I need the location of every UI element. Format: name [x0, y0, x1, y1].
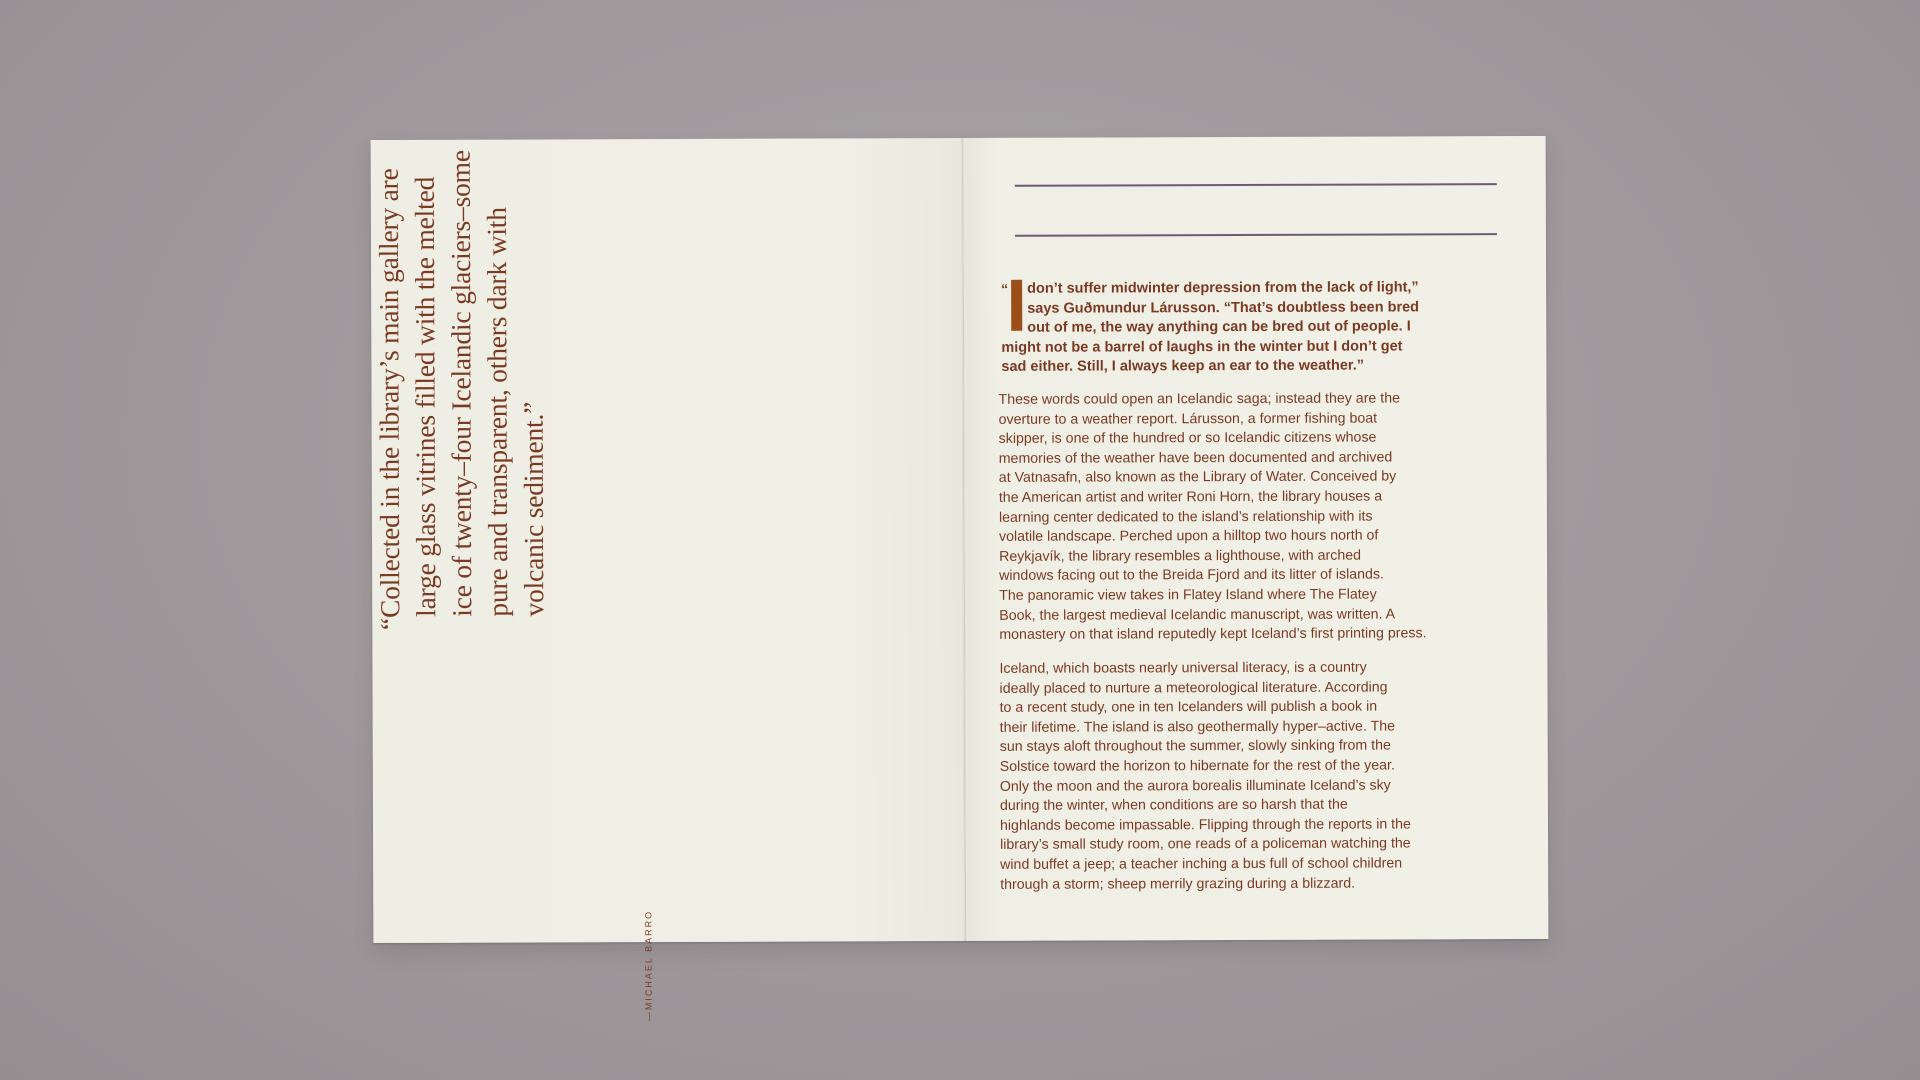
body-paragraph-1	[998, 389, 1499, 645]
text-line: Iceland, which boasts nearly universal literacy, is a country	[999, 659, 1367, 677]
quote-attribution: —MICHAEL BARRO	[643, 909, 654, 1022]
top-rule	[1015, 183, 1497, 187]
text-line: Reykjavík, the library resembles a lighthouse, with arched	[999, 547, 1362, 565]
text-line: skipper, is one of the hundred or so Icelandic citizens whose	[998, 429, 1377, 448]
text-line: library’s small study room, one reads of a policeman watching the	[1000, 835, 1411, 854]
text-line: overture to a weather report. Lárusson, a former fishing boat	[998, 410, 1378, 428]
lead-line: out of me, the way anything can be bred out of people. I	[1027, 318, 1411, 336]
text-line: windows facing out to the Breida Fjord and its litter of islands.	[999, 566, 1384, 585]
open-quote-mark: “	[1001, 280, 1009, 297]
right-page	[963, 136, 1549, 941]
lead-line: says Guðmundur Lárusson. “That’s doubtless been bred	[1027, 298, 1420, 317]
text-line: monastery on that island reputedly kept Iceland’s first printing press.	[999, 625, 1427, 643]
left-page	[371, 138, 966, 1022]
text-line: during the winter, when conditions are so harsh that the	[999, 796, 1348, 815]
text-line: memories of the weather have been documented and archived	[998, 449, 1393, 467]
lead-line: don’t suffer midwinter depression from the lack of light,”	[1027, 279, 1419, 297]
drop-cap-bar	[1011, 280, 1022, 331]
text-line: to a recent study, one in ten Icelanders will publish a book in	[999, 698, 1378, 717]
text-line: Only the moon and the aurora borealis illuminate Iceland’s sky	[999, 777, 1391, 795]
text-line: Book, the largest medieval Icelandic manuscript, was written. A	[999, 606, 1396, 624]
lead-quote	[1001, 278, 1501, 378]
text-line: volatile landscape. Perched upon a hilltop two hours north of	[998, 527, 1379, 546]
text-line: sun stays aloft throughout the summer, slowly sinking from the	[999, 737, 1391, 756]
text-line: The panoramic view takes in Flatey Island where The Flatey	[999, 586, 1377, 604]
text-line: their lifetime. The island is also geothermally hyper–active. The	[999, 718, 1396, 736]
lead-line: sad either. Still, I always keep an ear to the weather.”	[1001, 357, 1365, 376]
pull-quote: “Collected in the library’s main gallery are large glass vitrines filled with the melted ice of twenty–four Icelandic glaciers–some pure and transparent, others dark with volcanic sediment.”	[372, 150, 550, 631]
second-rule	[1015, 233, 1497, 237]
text-line: Solstice toward the horizon to hibernate for the rest of the year.	[999, 757, 1395, 775]
text-line: through a storm; sheep merrily grazing during a blizzard.	[1000, 875, 1356, 893]
text-line: These words could open an Icelandic saga; instead they are the	[998, 390, 1400, 408]
text-line: learning center dedicated to the island’s relationship with its	[998, 508, 1373, 526]
text-line: wind buffet a jeep; a teacher inching a bus full of school children	[1000, 855, 1403, 873]
body-paragraph-2	[999, 658, 1500, 895]
text-line: the American artist and writer Roni Horn, the library houses a	[998, 488, 1383, 506]
lead-line: might not be a barrel of laughs in the winter but I don’t get	[1001, 338, 1403, 356]
text-line: at Vatnasafn, also known as the Library of Water. Conceived by	[998, 468, 1397, 487]
text-line: ideally placed to nurture a meteorological literature. According	[999, 679, 1388, 697]
open-booklet	[371, 136, 1549, 1022]
text-line: highlands become impassable. Flipping through the reports in the	[999, 816, 1411, 834]
